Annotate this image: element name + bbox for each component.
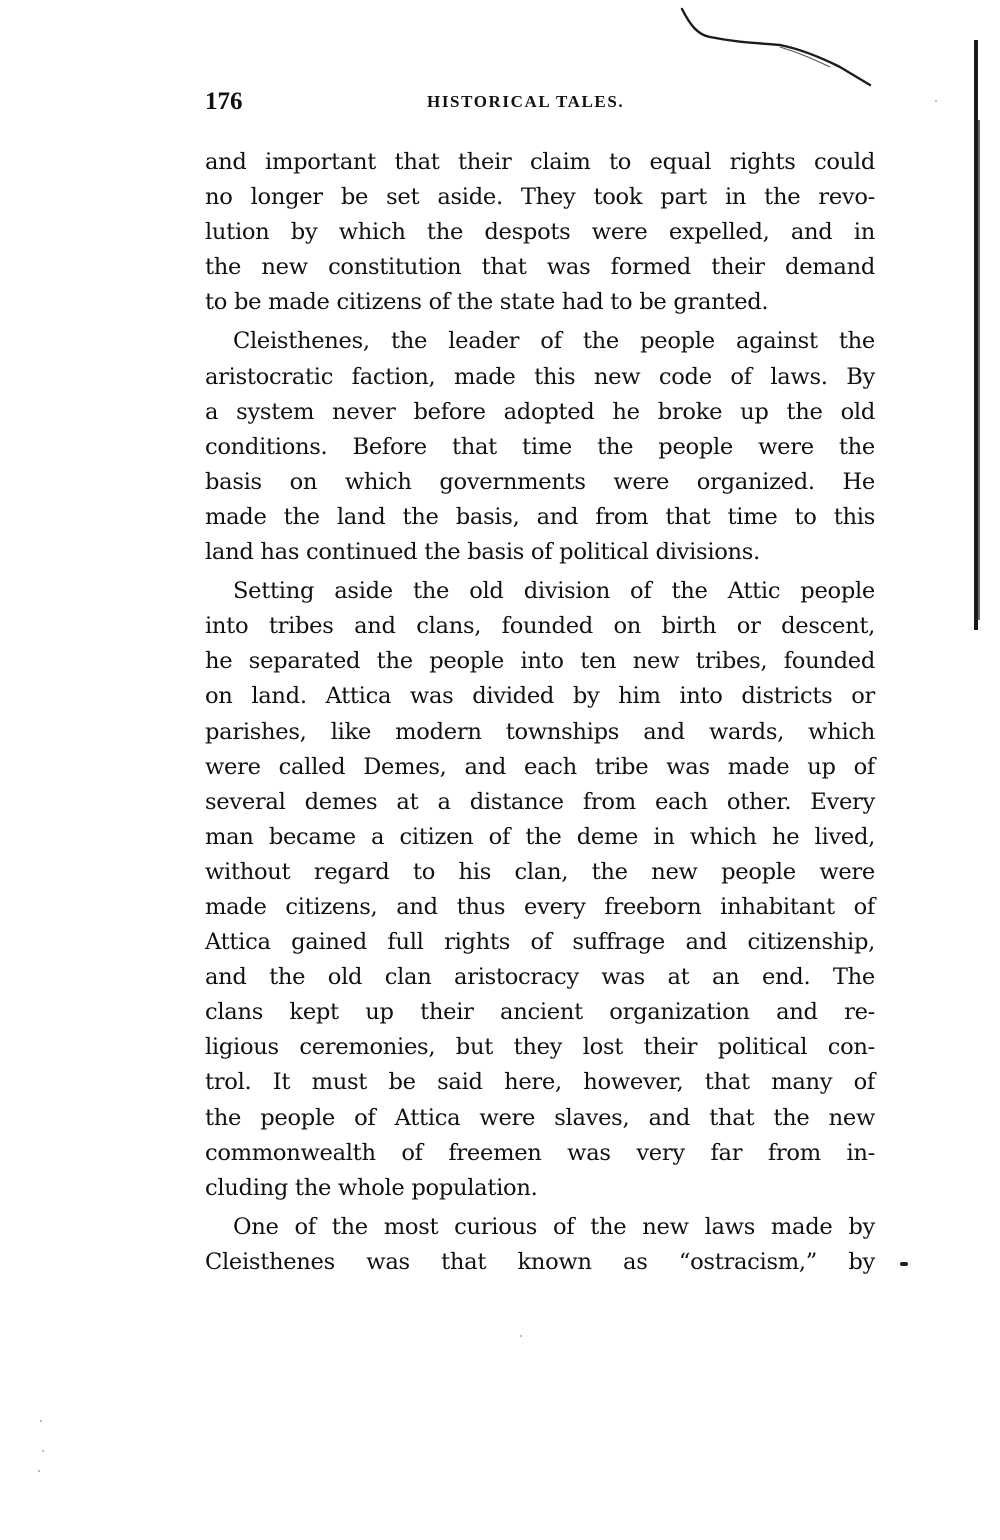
text-line: to be made citizens of the state had to be granted. [205,289,769,316]
text-line: parishes, like modern townships and wards, which [205,718,875,745]
text-line: he separated the people into ten new tribes, founded [205,648,875,675]
text-line: Setting aside the old division of the Attic people [233,578,875,605]
text-line: commonwealth of freemen was very far from in- [205,1139,875,1166]
text-line: the new constitution that was formed their demand [205,254,875,281]
text-line: basis on which governments were organized. He [205,468,875,495]
text-line: cluding the whole population. [205,1174,538,1201]
paragraph-3 [205,574,875,1206]
text-line: aristocratic faction, made this new code of laws. By [205,363,875,390]
text-line: Cleisthenes, the leader of the people against the [233,328,875,355]
text-line: without regard to his clan, the new people were [205,858,875,885]
text-line: man became a citizen of the deme in which he lived, [205,823,875,850]
text-line: the people of Attica were slaves, and that the new [205,1104,875,1131]
text-line: into tribes and clans, founded on birth or descent, [205,613,875,640]
scan-speck [935,100,937,102]
text-line: lution by which the despots were expelled, and in [205,219,875,246]
body-text [205,145,875,1284]
text-line: made the land the basis, and from that time to this [205,503,875,530]
text-line: several demes at a distance from each other. Every [205,788,875,815]
text-line: were called Demes, and each tribe was made up of [205,753,875,780]
text-line: and important that their claim to equal rights could [205,149,875,175]
scan-speck [40,1420,42,1422]
paragraph-4 [205,1210,875,1280]
margin-scan-edge-shadow [978,120,980,620]
text-line: trol. It must be said here, however, that many of [205,1069,875,1096]
running-title: HISTORICAL TALES. [427,92,625,111]
text-line: ligious ceremonies, but they lost their political con- [205,1034,875,1061]
text-line: Cleisthenes was that known as “ostracism,” by [205,1248,875,1275]
page-number: 176 [205,88,243,115]
paragraph-2 [205,324,875,570]
text-line: and the old clan aristocracy was at an end. The [205,964,875,991]
text-line: made citizens, and thus every freeborn inhabitant of [205,893,875,920]
text-line: land has continued the basis of political divisions. [205,539,760,566]
scan-speck [520,1335,522,1337]
scan-speck [38,1470,40,1472]
text-line: One of the most curious of the new laws made by [233,1213,875,1240]
text-line: no longer be set aside. They took part in the revo- [205,184,875,211]
text-line: a system never before adopted he broke up the old [205,398,875,425]
running-head [205,88,875,124]
pen-scratch-mark [680,5,880,95]
scan-speck [900,1262,908,1266]
text-line: conditions. Before that time the people were the [205,433,875,460]
paragraph-1 [205,145,875,320]
text-line: clans kept up their ancient organization and re- [205,999,875,1026]
scan-speck [42,1450,44,1452]
text-line: on land. Attica was divided by him into districts or [205,683,875,710]
text-line: Attica gained full rights of suffrage and citizenship, [205,929,875,956]
